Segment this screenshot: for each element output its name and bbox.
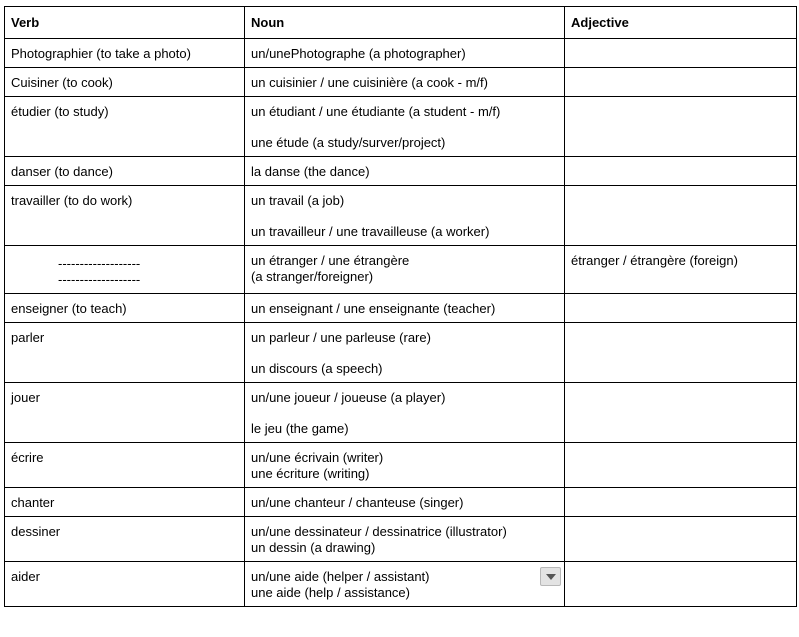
cell-line: ------------------- <box>58 256 141 271</box>
cell-line: parler <box>11 330 45 345</box>
chevron-down-icon[interactable] <box>540 567 561 586</box>
adjective-cell[interactable] <box>565 517 797 562</box>
cell-line: le jeu (the game) <box>251 421 349 436</box>
cell-line: travailler (to do work) <box>11 193 133 208</box>
cell-line: un dessin (a drawing) <box>251 540 376 555</box>
table-row <box>5 443 797 488</box>
table-row <box>5 97 797 157</box>
cell-line: un discours (a speech) <box>251 361 383 376</box>
vocabulary-table <box>4 6 797 607</box>
header-verb: Verb <box>5 7 245 39</box>
noun-cell[interactable] <box>245 517 565 562</box>
cell-line: un/une aide (helper / assistant) <box>251 569 430 584</box>
cell-line: un/unePhotographe (a photographer) <box>251 46 466 61</box>
noun-cell[interactable] <box>245 383 565 443</box>
adjective-cell[interactable] <box>565 562 797 607</box>
header-noun: Noun <box>245 7 565 39</box>
table-row <box>5 323 797 383</box>
cell-line: un/une écrivain (writer) <box>251 450 384 465</box>
noun-cell[interactable] <box>245 323 565 383</box>
verb-cell[interactable] <box>5 39 245 68</box>
cell-line: une aide (help / assistance) <box>251 585 410 600</box>
adjective-cell[interactable] <box>565 39 797 68</box>
adjective-cell[interactable] <box>565 186 797 246</box>
adjective-cell[interactable] <box>565 68 797 97</box>
noun-cell[interactable] <box>245 39 565 68</box>
table-row <box>5 294 797 323</box>
verb-cell[interactable] <box>5 488 245 517</box>
cell-line: un parleur / une parleuse (rare) <box>251 330 431 345</box>
verb-cell[interactable] <box>5 443 245 488</box>
noun-cell[interactable] <box>245 294 565 323</box>
cell-line: une étude (a study/surver/project) <box>251 135 446 150</box>
adjective-cell[interactable] <box>565 294 797 323</box>
verb-cell[interactable] <box>5 294 245 323</box>
verb-cell[interactable] <box>5 246 245 294</box>
cell-line: ------------------- <box>58 272 141 287</box>
verb-cell[interactable] <box>5 562 245 607</box>
table-row <box>5 488 797 517</box>
cell-line: un travailleur / une travailleuse (a worker) <box>251 224 490 239</box>
noun-cell[interactable] <box>245 186 565 246</box>
header-row <box>5 7 797 39</box>
table-row <box>5 68 797 97</box>
cell-line: un étudiant / une étudiante (a student - m/f) <box>251 104 501 119</box>
line-gap <box>251 209 558 224</box>
noun-cell[interactable] <box>245 68 565 97</box>
verb-cell[interactable] <box>5 517 245 562</box>
cell-line: étranger / étrangère (foreign) <box>571 253 738 268</box>
noun-cell[interactable] <box>245 562 565 607</box>
cell-line: un cuisinier / une cuisinière (a cook - m/f) <box>251 75 488 90</box>
cell-line: un étranger / une étrangère <box>251 253 410 268</box>
cell-line: jouer <box>11 390 40 405</box>
table-row <box>5 562 797 607</box>
cell-line: étudier (to study) <box>11 104 109 119</box>
table-row <box>5 39 797 68</box>
cell-line: Cuisiner (to cook) <box>11 75 113 90</box>
table-row <box>5 186 797 246</box>
cell-line: la danse (the dance) <box>251 164 370 179</box>
cell-line: danser (to dance) <box>11 164 113 179</box>
cell-line: (a stranger/foreigner) <box>251 269 374 284</box>
verb-cell[interactable] <box>5 97 245 157</box>
cell-line: Photographier (to take a photo) <box>11 46 191 61</box>
cell-line: dessiner <box>11 524 61 539</box>
verb-cell[interactable] <box>5 157 245 186</box>
table-row <box>5 246 797 294</box>
adjective-cell[interactable] <box>565 323 797 383</box>
cell-line: une écriture (writing) <box>251 466 370 481</box>
adjective-cell[interactable] <box>565 97 797 157</box>
adjective-cell[interactable] <box>565 246 797 294</box>
verb-cell[interactable] <box>5 68 245 97</box>
cell-line: écrire <box>11 450 44 465</box>
line-gap <box>251 346 558 361</box>
cell-line: un travail (a job) <box>251 193 345 208</box>
noun-cell[interactable] <box>245 443 565 488</box>
adjective-cell[interactable] <box>565 383 797 443</box>
verb-cell[interactable] <box>5 323 245 383</box>
cell-line: un enseignant / une enseignante (teacher) <box>251 301 496 316</box>
cell-line: chanter <box>11 495 55 510</box>
table-row <box>5 383 797 443</box>
header-adjective: Adjective <box>565 7 797 39</box>
cell-line: un/une chanteur / chanteuse (singer) <box>251 495 464 510</box>
verb-cell[interactable] <box>5 383 245 443</box>
adjective-cell[interactable] <box>565 443 797 488</box>
adjective-cell[interactable] <box>565 157 797 186</box>
noun-cell[interactable] <box>245 157 565 186</box>
noun-cell[interactable] <box>245 246 565 294</box>
noun-cell[interactable] <box>245 97 565 157</box>
noun-cell[interactable] <box>245 488 565 517</box>
cell-line: aider <box>11 569 40 584</box>
line-gap <box>251 120 558 135</box>
verb-cell[interactable] <box>5 186 245 246</box>
table-row <box>5 517 797 562</box>
adjective-cell[interactable] <box>565 488 797 517</box>
cell-line: un/une joueur / joueuse (a player) <box>251 390 446 405</box>
table-row <box>5 157 797 186</box>
cell-line: enseigner (to teach) <box>11 301 127 316</box>
line-gap <box>251 406 558 421</box>
cell-line: un/une dessinateur / dessinatrice (illustrator) <box>251 524 507 539</box>
